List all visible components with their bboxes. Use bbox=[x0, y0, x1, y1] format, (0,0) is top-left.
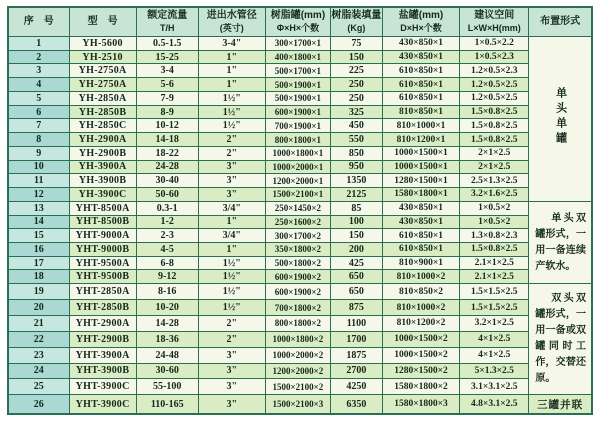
pipe-cell: 2" bbox=[198, 146, 265, 160]
pipe-cell: 2" bbox=[198, 315, 265, 331]
model-cell: YHT-9500B bbox=[69, 270, 136, 284]
space-cell: 3.2×1.6×2.5 bbox=[460, 188, 529, 202]
resin-weight-cell: 450 bbox=[330, 119, 382, 133]
salt-tank-cell: 810×850×1 bbox=[382, 105, 459, 119]
space-cell: 2×1×2.5 bbox=[460, 146, 529, 160]
resin-tank-cell: 1500×2100×2 bbox=[265, 379, 330, 395]
space-cell: 2×1×2.5 bbox=[460, 160, 529, 174]
space-cell: 1×0.5×2.3 bbox=[460, 50, 529, 64]
pipe-cell: 3" bbox=[198, 347, 265, 363]
resin-tank-cell: 800×1800×2 bbox=[265, 315, 330, 331]
col-header-sublabel: L×W×H(mm) bbox=[467, 22, 521, 33]
resin-tank-cell: 1200×2000×2 bbox=[265, 363, 330, 379]
table-row bbox=[8, 347, 592, 363]
softener-spec-table bbox=[7, 6, 593, 415]
resin-tank-cell: 800×1800×1 bbox=[265, 133, 330, 147]
resin-weight-cell: 100 bbox=[330, 215, 382, 229]
salt-tank-cell: 610×850×1 bbox=[382, 64, 459, 78]
pipe-cell: 1" bbox=[198, 50, 265, 64]
salt-tank-cell: 1000×1500×1 bbox=[382, 160, 459, 174]
col-header-label: 建议空间 bbox=[474, 10, 515, 22]
model-cell: YHT-9000A bbox=[69, 229, 136, 243]
seq-cell: 17 bbox=[8, 256, 69, 270]
col-header-salt-tank bbox=[382, 7, 459, 37]
space-cell: 1.5×0.8×2.5 bbox=[460, 105, 529, 119]
space-cell: 1.3×0.8×2.3 bbox=[460, 229, 529, 243]
resin-tank-cell: 1200×2000×1 bbox=[265, 174, 330, 188]
seq-cell: 6 bbox=[8, 105, 69, 119]
pipe-cell: 1" bbox=[198, 78, 265, 92]
resin-weight-cell: 75 bbox=[330, 37, 382, 51]
table-row bbox=[8, 160, 592, 174]
space-cell: 5×1.3×2.5 bbox=[460, 363, 529, 379]
table-row bbox=[8, 243, 592, 257]
table-row bbox=[8, 64, 592, 78]
model-cell: YH-3900A bbox=[69, 160, 136, 174]
col-header-pipe bbox=[198, 7, 265, 37]
resin-weight-cell: 150 bbox=[330, 229, 382, 243]
seq-cell: 16 bbox=[8, 243, 69, 257]
seq-cell: 15 bbox=[8, 229, 69, 243]
col-header-label: 盐罐(mm) bbox=[398, 10, 444, 22]
table-row bbox=[8, 270, 592, 284]
flow-cell: 18-22 bbox=[136, 146, 198, 160]
salt-tank-cell: 430×850×1 bbox=[382, 37, 459, 51]
space-cell: 1.5×1.5×2.5 bbox=[460, 300, 529, 316]
flow-cell: 14-18 bbox=[136, 133, 198, 147]
space-cell: 3.2×1×2.5 bbox=[460, 315, 529, 331]
pipe-cell: 1½" bbox=[198, 270, 265, 284]
salt-tank-cell: 610×850×1 bbox=[382, 78, 459, 92]
model-cell: YH-2510 bbox=[69, 50, 136, 64]
flow-cell: 0.5-1.5 bbox=[136, 37, 198, 51]
pipe-cell: 1" bbox=[198, 215, 265, 229]
col-header-sublabel: Φ×H×个数 bbox=[276, 22, 320, 33]
model-cell: YHT-8500B bbox=[69, 215, 136, 229]
table-header bbox=[8, 7, 592, 37]
flow-cell: 6-8 bbox=[136, 256, 198, 270]
table-row bbox=[8, 133, 592, 147]
pipe-cell: 1" bbox=[198, 64, 265, 78]
resin-tank-cell: 500×1700×1 bbox=[265, 64, 330, 78]
seq-cell: 10 bbox=[8, 160, 69, 174]
flow-cell: 3-4 bbox=[136, 64, 198, 78]
resin-tank-cell: 1500×2100×1 bbox=[265, 188, 330, 202]
table-row bbox=[8, 78, 592, 92]
model-cell: YHT-3900C bbox=[69, 395, 136, 414]
model-cell: YHT-2850B bbox=[69, 300, 136, 316]
col-header-label: 额定流量 bbox=[147, 10, 188, 22]
col-header-resin-weight bbox=[330, 7, 382, 37]
seq-cell: 8 bbox=[8, 133, 69, 147]
header-row bbox=[8, 7, 592, 37]
pipe-cell: 3" bbox=[198, 379, 265, 395]
seq-cell: 26 bbox=[8, 395, 69, 414]
resin-tank-cell: 1000×1800×1 bbox=[265, 146, 330, 160]
salt-tank-cell: 610×850×1 bbox=[382, 91, 459, 105]
pipe-cell: 3" bbox=[198, 174, 265, 188]
model-cell: YH-3900C bbox=[69, 188, 136, 202]
pipe-cell: 1½" bbox=[198, 256, 265, 270]
model-cell: YHT-9000B bbox=[69, 243, 136, 257]
pipe-cell: 1½" bbox=[198, 91, 265, 105]
flow-cell: 14-28 bbox=[136, 315, 198, 331]
space-cell: 1×0.5×2 bbox=[460, 215, 529, 229]
model-cell: YH-2850C bbox=[69, 119, 136, 133]
flow-cell: 110-165 bbox=[136, 395, 198, 414]
flow-cell: 7-9 bbox=[136, 91, 198, 105]
resin-tank-cell: 1000×2000×1 bbox=[265, 160, 330, 174]
flow-cell: 2-3 bbox=[136, 229, 198, 243]
col-header-label: 树脂装填量 bbox=[331, 10, 382, 22]
seq-cell: 2 bbox=[8, 50, 69, 64]
resin-tank-cell: 600×1900×2 bbox=[265, 270, 330, 284]
table-row bbox=[8, 201, 592, 215]
pipe-cell: 3" bbox=[198, 188, 265, 202]
salt-tank-cell: 430×850×1 bbox=[382, 50, 459, 64]
pipe-cell: 3" bbox=[198, 395, 265, 414]
col-header-sublabel: D×H×个数 bbox=[400, 22, 442, 33]
space-cell: 3.1×3.1×2.5 bbox=[460, 379, 529, 395]
col-header-seq bbox=[8, 7, 69, 37]
resin-weight-cell: 1350 bbox=[330, 174, 382, 188]
space-cell: 4×1×2.5 bbox=[460, 331, 529, 347]
resin-weight-cell: 650 bbox=[330, 284, 382, 300]
col-header-label: 型 号 bbox=[87, 15, 118, 27]
salt-tank-cell: 810×1200×1 bbox=[382, 133, 459, 147]
space-cell: 1.2×0.5×2.3 bbox=[460, 64, 529, 78]
resin-tank-cell: 350×1800×2 bbox=[265, 243, 330, 257]
model-cell: YHT-3900A bbox=[69, 347, 136, 363]
table-row bbox=[8, 174, 592, 188]
flow-cell: 24-28 bbox=[136, 160, 198, 174]
resin-weight-cell: 325 bbox=[330, 105, 382, 119]
resin-tank-cell: 600×1900×1 bbox=[265, 105, 330, 119]
col-header-label: 树脂罐(mm) bbox=[270, 10, 326, 22]
resin-weight-cell: 85 bbox=[330, 201, 382, 215]
space-cell: 1.2×0.5×2.5 bbox=[460, 91, 529, 105]
col-header-label: 布置形式 bbox=[540, 15, 581, 27]
table-row bbox=[8, 188, 592, 202]
table-row bbox=[8, 256, 592, 270]
layout-form-cell bbox=[529, 284, 592, 395]
col-header-model bbox=[69, 7, 136, 37]
seq-cell: 3 bbox=[8, 64, 69, 78]
table-row bbox=[8, 284, 592, 300]
resin-tank-cell: 1000×1800×2 bbox=[265, 331, 330, 347]
seq-cell: 21 bbox=[8, 315, 69, 331]
resin-weight-cell: 6350 bbox=[330, 395, 382, 414]
space-cell: 2.1×1×2.5 bbox=[460, 256, 529, 270]
flow-cell: 30-60 bbox=[136, 363, 198, 379]
flow-cell: 10-12 bbox=[136, 119, 198, 133]
seq-cell: 25 bbox=[8, 379, 69, 395]
space-cell: 4.8×3.1×2.5 bbox=[460, 395, 529, 414]
col-header-resin-tank bbox=[265, 7, 330, 37]
model-cell: YHT-3900B bbox=[69, 363, 136, 379]
table-body bbox=[8, 37, 592, 415]
resin-weight-cell: 4250 bbox=[330, 379, 382, 395]
flow-cell: 5-6 bbox=[136, 78, 198, 92]
table-row bbox=[8, 91, 592, 105]
seq-cell: 1 bbox=[8, 37, 69, 51]
resin-tank-cell: 1000×2000×2 bbox=[265, 347, 330, 363]
resin-tank-cell: 250×1450×2 bbox=[265, 201, 330, 215]
col-header-space bbox=[460, 7, 529, 37]
space-cell: 1.2×0.5×2.5 bbox=[460, 78, 529, 92]
pipe-cell: 1½" bbox=[198, 300, 265, 316]
flow-cell: 30-40 bbox=[136, 174, 198, 188]
resin-weight-cell: 550 bbox=[330, 133, 382, 147]
pipe-cell: 3" bbox=[198, 363, 265, 379]
seq-cell: 7 bbox=[8, 119, 69, 133]
seq-cell: 14 bbox=[8, 215, 69, 229]
pipe-cell: 1½" bbox=[198, 119, 265, 133]
salt-tank-cell: 1580×1800×3 bbox=[382, 395, 459, 414]
model-cell: YH-2900B bbox=[69, 146, 136, 160]
model-cell: YH-2850B bbox=[69, 105, 136, 119]
salt-tank-cell: 610×850×1 bbox=[382, 243, 459, 257]
salt-tank-cell: 810×1000×2 bbox=[382, 300, 459, 316]
flow-cell: 4-5 bbox=[136, 243, 198, 257]
resin-tank-cell: 300×1700×2 bbox=[265, 229, 330, 243]
seq-cell: 4 bbox=[8, 78, 69, 92]
resin-weight-cell: 225 bbox=[330, 64, 382, 78]
resin-tank-cell: 400×1800×1 bbox=[265, 50, 330, 64]
layout-form-cell bbox=[529, 201, 592, 283]
col-header-label: 进出水管径 bbox=[206, 10, 257, 22]
flow-cell: 50-60 bbox=[136, 188, 198, 202]
salt-tank-cell: 1580×1800×2 bbox=[382, 379, 459, 395]
resin-weight-cell: 250 bbox=[330, 91, 382, 105]
flow-cell: 15-25 bbox=[136, 50, 198, 64]
salt-tank-cell: 810×900×1 bbox=[382, 256, 459, 270]
resin-tank-cell: 500×1800×2 bbox=[265, 256, 330, 270]
layout-form-text: 单头双罐形式，一用一备连续产软水。 bbox=[535, 212, 586, 272]
model-cell: YHT-2850A bbox=[69, 284, 136, 300]
table-row bbox=[8, 215, 592, 229]
resin-tank-cell: 600×1900×2 bbox=[265, 284, 330, 300]
salt-tank-cell: 1000×1500×2 bbox=[382, 331, 459, 347]
seq-cell: 5 bbox=[8, 91, 69, 105]
resin-weight-cell: 850 bbox=[330, 146, 382, 160]
layout-form-text: 三罐并联 bbox=[537, 398, 584, 411]
seq-cell: 24 bbox=[8, 363, 69, 379]
model-cell: YHT-9500A bbox=[69, 256, 136, 270]
pipe-cell: 3/4" bbox=[198, 201, 265, 215]
pipe-cell: 3-4" bbox=[198, 37, 265, 51]
flow-cell: 0.3-1 bbox=[136, 201, 198, 215]
seq-cell: 12 bbox=[8, 188, 69, 202]
table-row bbox=[8, 146, 592, 160]
space-cell: 2.5×1.3×2.5 bbox=[460, 174, 529, 188]
resin-tank-cell: 250×1600×2 bbox=[265, 215, 330, 229]
resin-weight-cell: 950 bbox=[330, 160, 382, 174]
resin-tank-cell: 1500×2100×3 bbox=[265, 395, 330, 414]
resin-weight-cell: 1875 bbox=[330, 347, 382, 363]
table-row bbox=[8, 105, 592, 119]
model-cell: YH-2750A bbox=[69, 64, 136, 78]
table-row bbox=[8, 395, 592, 414]
resin-weight-cell: 2700 bbox=[330, 363, 382, 379]
pipe-cell: 2" bbox=[198, 331, 265, 347]
model-cell: YHT-3900C bbox=[69, 379, 136, 395]
model-cell: YH-2900A bbox=[69, 133, 136, 147]
model-cell: YH-5600 bbox=[69, 37, 136, 51]
space-cell: 1×0.5×2 bbox=[460, 201, 529, 215]
seq-cell: 22 bbox=[8, 331, 69, 347]
flow-cell: 24-48 bbox=[136, 347, 198, 363]
seq-cell: 23 bbox=[8, 347, 69, 363]
table-row bbox=[8, 315, 592, 331]
table-row bbox=[8, 50, 592, 64]
col-header-layout bbox=[529, 7, 592, 37]
salt-tank-cell: 1280×1500×1 bbox=[382, 174, 459, 188]
pipe-cell: 3/4" bbox=[198, 229, 265, 243]
salt-tank-cell: 810×1000×1 bbox=[382, 119, 459, 133]
model-cell: YH-2850A bbox=[69, 91, 136, 105]
flow-cell: 10-20 bbox=[136, 300, 198, 316]
seq-cell: 19 bbox=[8, 284, 69, 300]
resin-weight-cell: 425 bbox=[330, 256, 382, 270]
resin-tank-cell: 300×1700×1 bbox=[265, 37, 330, 51]
salt-tank-cell: 810×1000×2 bbox=[382, 270, 459, 284]
space-cell: 1.5×1.5×2.5 bbox=[460, 284, 529, 300]
resin-weight-cell: 2125 bbox=[330, 188, 382, 202]
pipe-cell: 1½" bbox=[198, 284, 265, 300]
flow-cell: 8-16 bbox=[136, 284, 198, 300]
resin-weight-cell: 150 bbox=[330, 50, 382, 64]
salt-tank-cell: 430×850×1 bbox=[382, 201, 459, 215]
layout-form-text: 双头双罐形式，一用一备或双罐同时工作，交替还原。 bbox=[535, 293, 586, 385]
space-cell: 4×1×2.5 bbox=[460, 347, 529, 363]
table-row bbox=[8, 119, 592, 133]
resin-tank-cell: 500×1900×1 bbox=[265, 91, 330, 105]
layout-form-text: 单头单罐 bbox=[554, 87, 567, 148]
layout-form-cell bbox=[529, 37, 592, 202]
flow-cell: 8-9 bbox=[136, 105, 198, 119]
table-row bbox=[8, 331, 592, 347]
col-header-sublabel: T/H bbox=[159, 22, 175, 33]
layout-form-cell bbox=[529, 395, 592, 414]
salt-tank-cell: 1280×1500×2 bbox=[382, 363, 459, 379]
table-row bbox=[8, 37, 592, 51]
resin-weight-cell: 1100 bbox=[330, 315, 382, 331]
model-cell: YHT-2900A bbox=[69, 315, 136, 331]
seq-cell: 13 bbox=[8, 201, 69, 215]
resin-weight-cell: 1700 bbox=[330, 331, 382, 347]
pipe-cell: 3" bbox=[198, 160, 265, 174]
col-header-flow bbox=[136, 7, 198, 37]
table-row bbox=[8, 379, 592, 395]
salt-tank-cell: 1000×1500×1 bbox=[382, 146, 459, 160]
model-cell: YHT-8500A bbox=[69, 201, 136, 215]
space-cell: 1×0.5×2.2 bbox=[460, 37, 529, 51]
resin-weight-cell: 250 bbox=[330, 78, 382, 92]
salt-tank-cell: 1580×1800×1 bbox=[382, 188, 459, 202]
model-cell: YHT-2900B bbox=[69, 331, 136, 347]
salt-tank-cell: 810×1200×2 bbox=[382, 315, 459, 331]
model-cell: YH-3900B bbox=[69, 174, 136, 188]
seq-cell: 20 bbox=[8, 300, 69, 316]
pipe-cell: 1" bbox=[198, 243, 265, 257]
spec-sheet bbox=[7, 6, 593, 415]
space-cell: 2.1×1×2.5 bbox=[460, 270, 529, 284]
resin-tank-cell: 500×1900×1 bbox=[265, 78, 330, 92]
col-header-sublabel: (英寸) bbox=[219, 22, 244, 33]
col-header-sublabel: (Kg) bbox=[347, 22, 366, 33]
salt-tank-cell: 430×850×1 bbox=[382, 215, 459, 229]
resin-weight-cell: 650 bbox=[330, 270, 382, 284]
model-cell: YH-2750A bbox=[69, 78, 136, 92]
salt-tank-cell: 1000×1500×2 bbox=[382, 347, 459, 363]
space-cell: 1.5×0.8×2.5 bbox=[460, 133, 529, 147]
resin-weight-cell: 200 bbox=[330, 243, 382, 257]
pipe-cell: 1½" bbox=[198, 105, 265, 119]
flow-cell: 1-2 bbox=[136, 215, 198, 229]
salt-tank-cell: 610×850×1 bbox=[382, 229, 459, 243]
flow-cell: 18-36 bbox=[136, 331, 198, 347]
space-cell: 1.5×0.8×2.5 bbox=[460, 243, 529, 257]
table-row bbox=[8, 300, 592, 316]
table-row bbox=[8, 363, 592, 379]
resin-weight-cell: 875 bbox=[330, 300, 382, 316]
table-row bbox=[8, 229, 592, 243]
seq-cell: 18 bbox=[8, 270, 69, 284]
resin-tank-cell: 700×1900×1 bbox=[265, 119, 330, 133]
seq-cell: 11 bbox=[8, 174, 69, 188]
resin-tank-cell: 700×1800×2 bbox=[265, 300, 330, 316]
pipe-cell: 2" bbox=[198, 133, 265, 147]
salt-tank-cell: 810×850×2 bbox=[382, 284, 459, 300]
col-header-label: 序 号 bbox=[23, 15, 54, 27]
space-cell: 1.5×0.8×2.5 bbox=[460, 119, 529, 133]
flow-cell: 9-12 bbox=[136, 270, 198, 284]
seq-cell: 9 bbox=[8, 146, 69, 160]
flow-cell: 55-100 bbox=[136, 379, 198, 395]
